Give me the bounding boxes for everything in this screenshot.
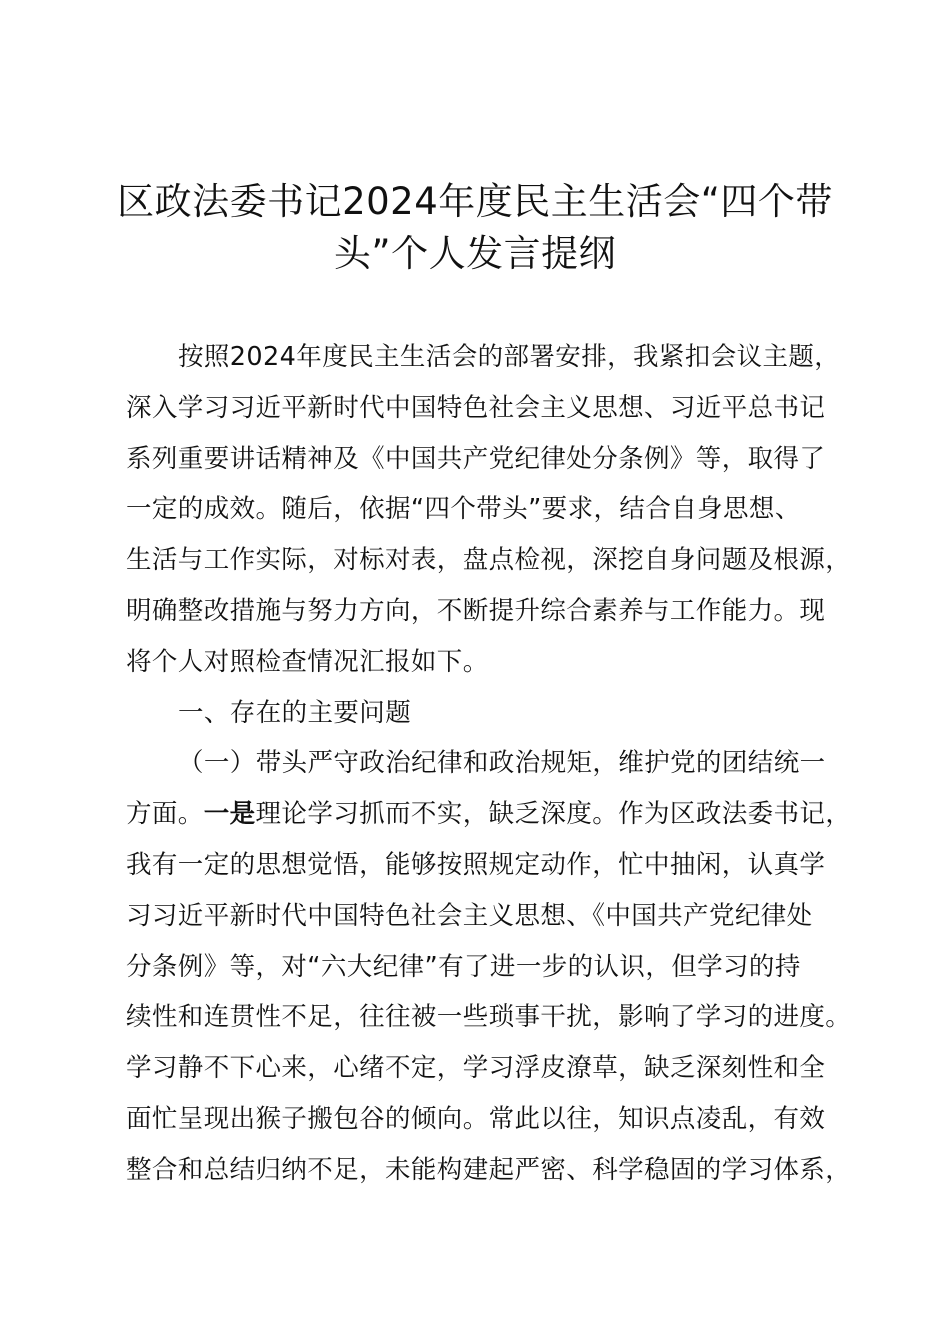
body-line-2: 习习近平新时代中国特色社会主义思想、《中国共产党纪律处 <box>126 900 813 931</box>
intro-line-3: 系列重要讲话精神及《中国共产党纪律处分条例》等，取得了 <box>126 443 826 474</box>
intro-line-6: 明确整改措施与努力方向，不断提升综合素养与工作能力。现 <box>126 595 826 626</box>
body-line-1: 我有一定的思想觉悟，能够按照规定动作，忙中抽闲，认真学 <box>126 849 826 880</box>
intro-line-4: 一定的成效。随后，依据“四个带头”要求，结合自身思想、 <box>126 494 801 525</box>
intro-line-1: 按照2024年度民主生活会的部署安排，我紧扣会议主题， <box>178 342 841 372</box>
body-line-7: 整合和总结归纳不足，未能构建起严密、科学稳固的学习体系， <box>126 1154 852 1185</box>
body-line-6: 面忙呈现出猴子搬包谷的倾向。常此以往，知识点凌乱，有效 <box>126 1103 826 1134</box>
subsection-heading-end: 方面。 <box>126 799 204 830</box>
document-body <box>126 332 866 1196</box>
intro-line-2: 深入学习习近平新时代中国特色社会主义思想、习近平总书记 <box>126 392 826 423</box>
body-line-5: 学习静不下心来，心绪不定，学习浮皮潦草，缺乏深刻性和全 <box>126 1053 826 1084</box>
point-one-text: 理论学习抓而不实，缺乏深度。作为区政法委书记， <box>255 799 852 830</box>
intro-line-5: 生活与工作实际，对标对表，盘点检视，深挖自身问题及根源， <box>126 545 852 576</box>
body-line-4: 续性和连贯性不足，往往被一些琐事干扰，影响了学习的进度。 <box>126 1002 852 1033</box>
document-title <box>100 176 850 280</box>
subsection-heading-line-1: （一）带头严守政治纪律和政治规矩，维护党的团结统一 <box>178 748 826 779</box>
title-line-1: 区政法委书记2024年度民主生活会“四个带 <box>117 180 833 223</box>
intro-line-7: 将个人对照检查情况汇报如下。 <box>126 646 489 677</box>
body-line-3: 分条例》等，对“六大纪律”有了进一步的认识，但学习的持 <box>126 951 801 982</box>
section-heading: 一、存在的主要问题 <box>178 697 412 728</box>
point-one-marker: 一是 <box>203 799 256 830</box>
title-line-2: 头”个人发言提纲 <box>333 232 617 275</box>
subsection-heading-line-2 <box>126 789 866 840</box>
